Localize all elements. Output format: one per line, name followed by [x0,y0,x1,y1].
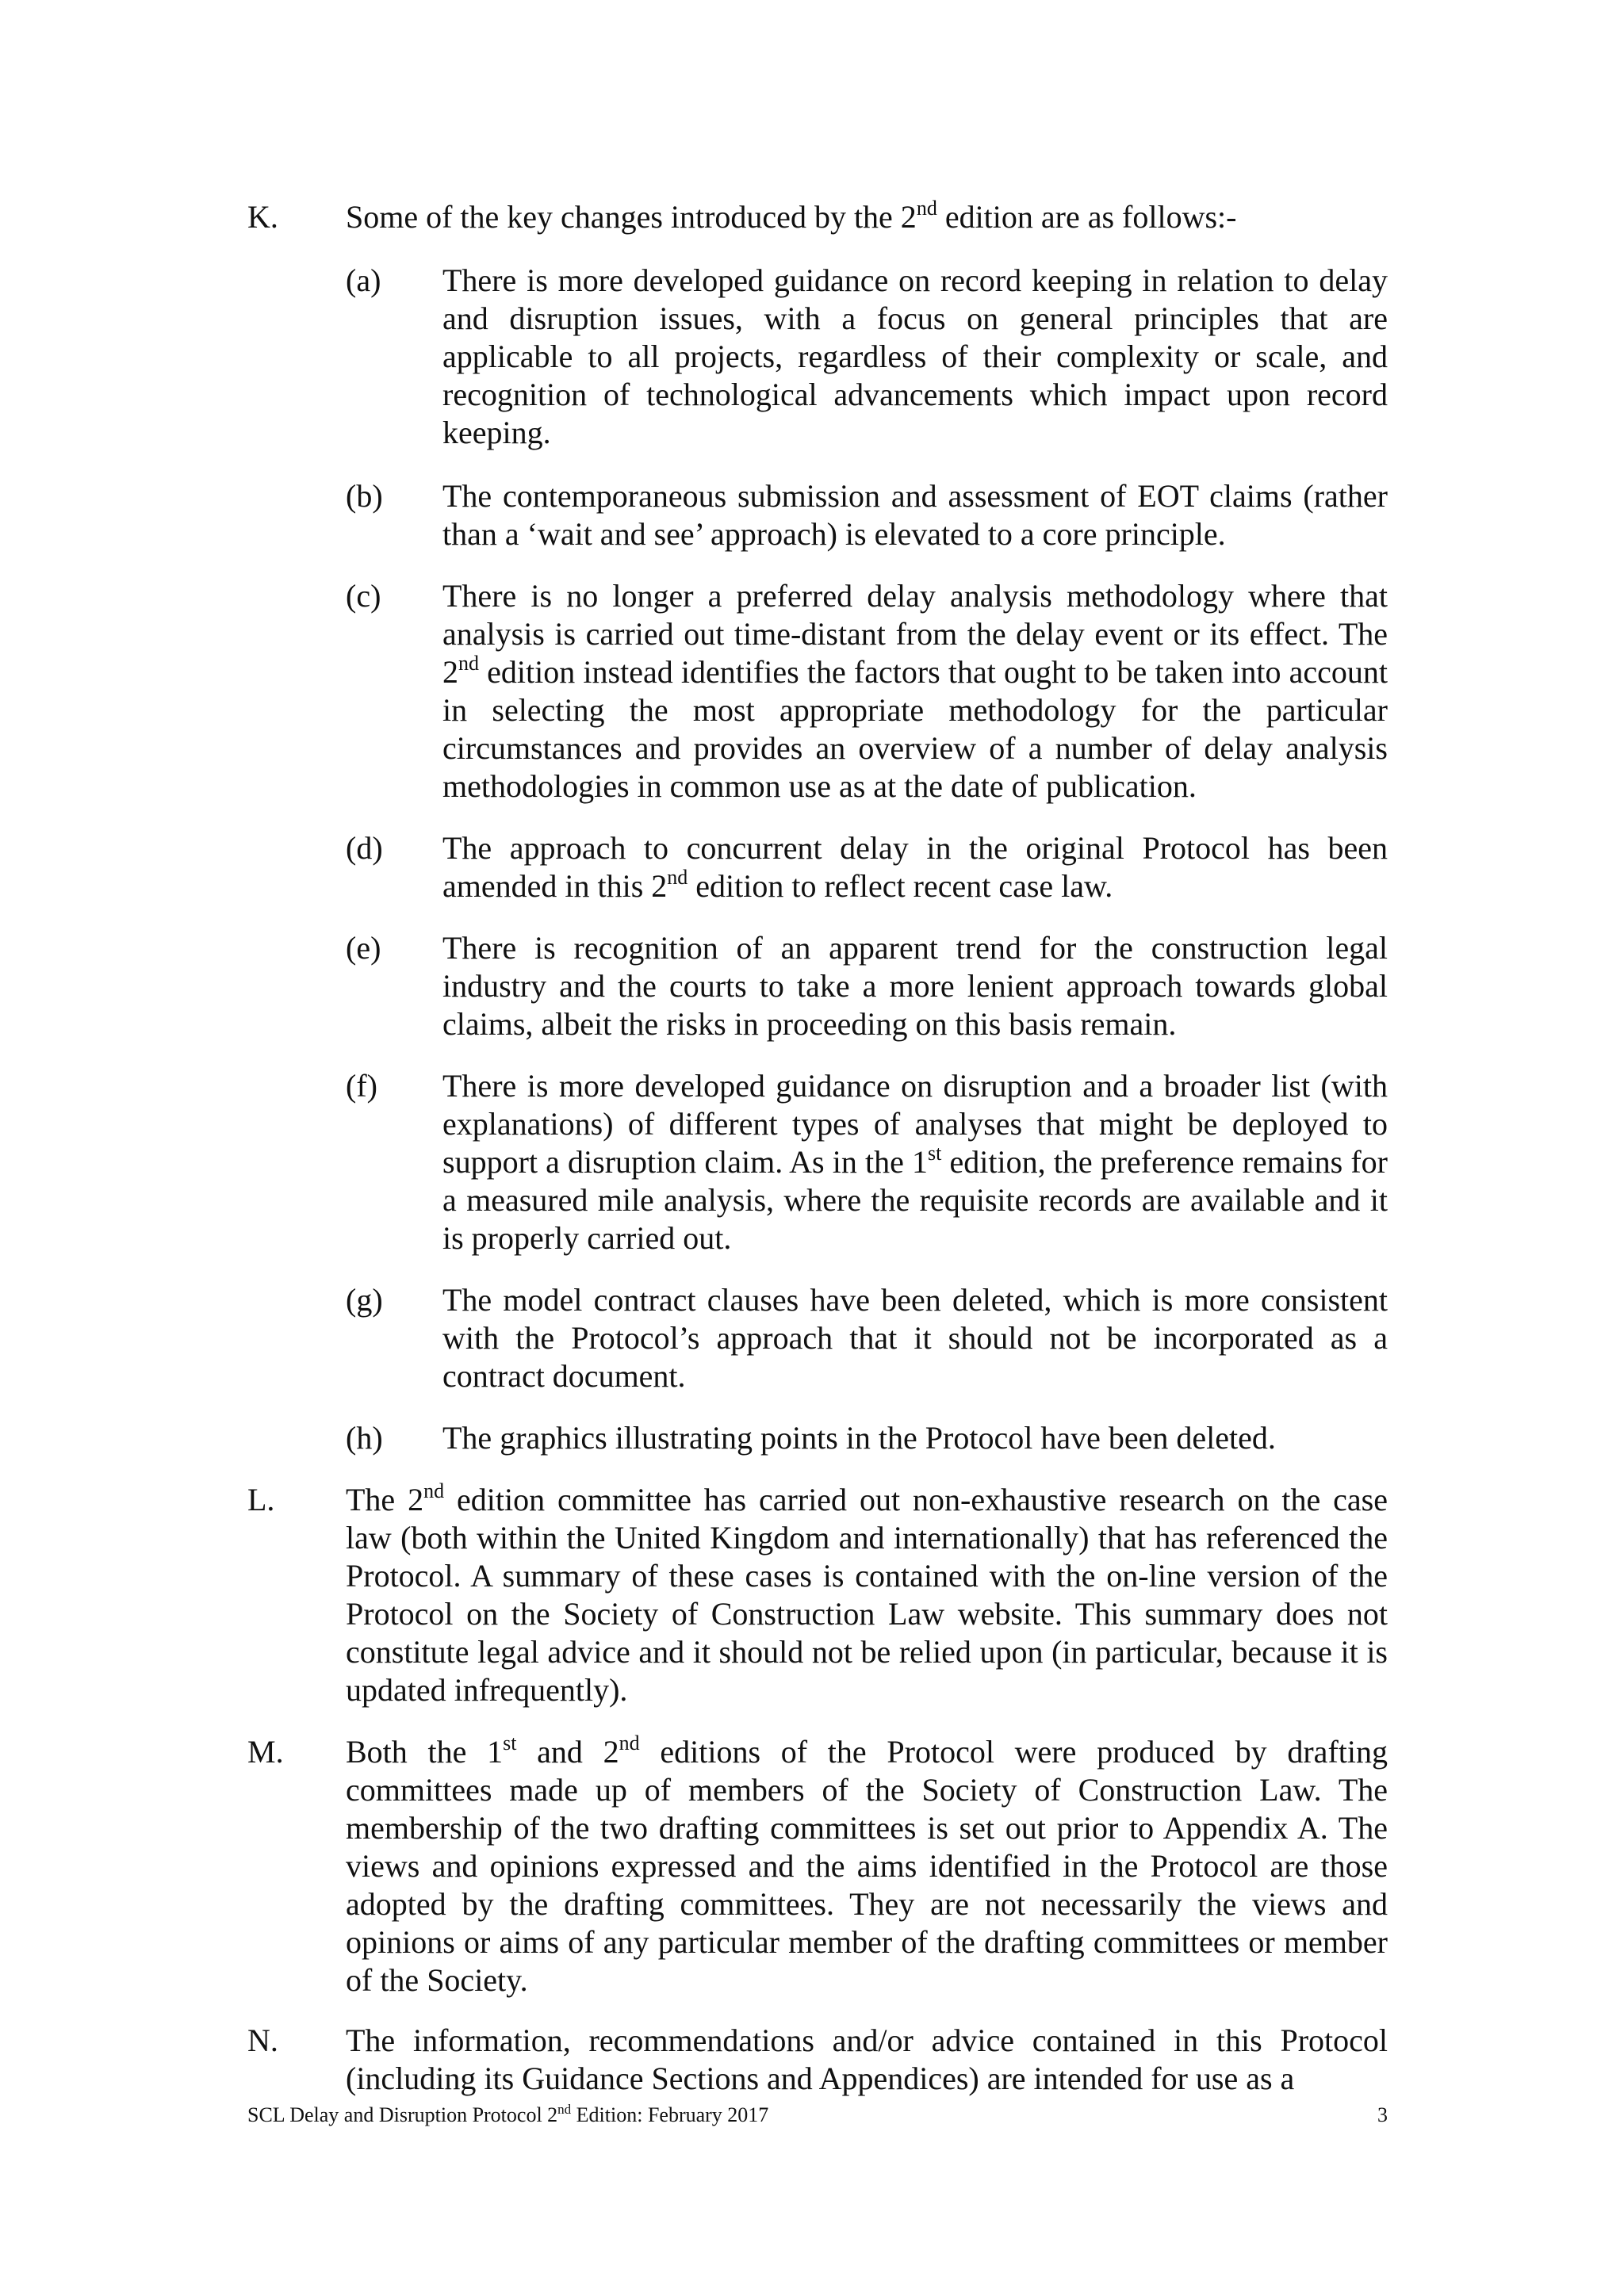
paragraph-l [247,1481,1388,1709]
paragraph-n [247,2022,1388,2098]
paragraph-label: L. [247,1482,275,1517]
list-item-label: (c) [346,578,381,614]
list-item-label: (d) [346,830,383,866]
page-number: 3 [1377,2103,1388,2126]
list-item-text: The approach to concurrent delay in the original Protocol has been amended in this 2nd edition to reflect recent case law. [442,830,1388,904]
paragraph-text: Both the 1st and 2nd editions of the Protocol were produced by drafting committees made up of members of the Society of Construction Law. The membership of the two drafting committees is set out prior to Appendix A. The views and opinions expressed and the aims identified in the Protocol are those adopted by the drafting committees. They are not necessarily the views and opinions or aims of any particular member of the drafting committees or member of the Society. [346,1732,1388,1998]
list-item-label: (b) [346,478,383,514]
list-item-d [346,829,1388,905]
paragraph-text: Some of the key changes introduced by the 2nd edition are as follows:- [346,197,1237,235]
list-item-label: (a) [346,262,381,298]
list-item-text: There is more developed guidance on record keeping in relation to delay and disruption issues, with a focus on general principles that are applicable to all projects, regardless of their complexity or scale, and recognition of technological advancements which impact upon record keeping. [442,262,1388,450]
list-item-label: (h) [346,1420,383,1456]
list-item-label: (g) [346,1282,383,1318]
paragraph-label: M. [247,1734,284,1770]
paragraph-k [247,198,1388,236]
list-item-text: The graphics illustrating points in the Protocol have been deleted. [442,1420,1276,1456]
list-item-b [346,477,1388,553]
list-item-label: (e) [346,930,381,966]
page-footer [247,2103,1388,2128]
list-item-a [346,262,1388,452]
list-item-g [346,1281,1388,1395]
list-item-e [346,929,1388,1043]
list-item-text: There is recognition of an apparent trend for the construction legal industry and the courts to take a more lenient approach towards global claims, albeit the risks in proceeding on this basis remain. [442,930,1388,1042]
paragraph-text: The information, recommendations and/or advice contained in this Protocol (including its Guidance Sections and Appendices) are intended for use as a [346,2022,1388,2096]
paragraph-label: N. [247,2022,278,2058]
paragraph-text: The 2nd edition committee has carried out non-exhaustive research on the case law (both within the United Kingdom and internationally) that has referenced the Protocol. A summary of these cases is contained with the on-line version of the Protocol on the Society of Construction Law website. This summary does not constitute legal advice and it should not be relied upon (in particular, because it is updated infrequently). [346,1479,1388,1708]
list-item-text: The model contract clauses have been deleted, which is more consistent with the Protocol’s approach that it should not be incorporated as a contract document. [442,1282,1388,1394]
list-item-text: There is no longer a preferred delay analysis methodology where that analysis is carried out time-distant from the delay event or its effect. The 2nd edition instead identifies the factors that ought to be taken into account in selecting the most appropriate methodology for the particular circumstances and provides an overview of a number of delay analysis methodologies in common use as at the date of publication. [442,578,1388,804]
footer-title: SCL Delay and Disruption Protocol 2nd Edition: February 2017 [247,2102,769,2126]
list-item-c [346,577,1388,806]
paragraph-m [247,1733,1388,1999]
list-item-h [346,1419,1388,1457]
list-item-f [346,1067,1388,1257]
list-item-text: There is more developed guidance on disruption and a broader list (with explanations) of different types of analyses that might be deployed to support a disruption claim. As in the 1st edition, the preference remains for a measured mile analysis, where the requisite records are available and it is properly carried out. [442,1068,1388,1256]
list-item-label: (f) [346,1068,377,1104]
paragraph-label: K. [247,199,278,235]
list-item-text: The contemporaneous submission and assessment of EOT claims (rather than a ‘wait and see’ approach) is elevated to a core principle. [442,478,1388,552]
